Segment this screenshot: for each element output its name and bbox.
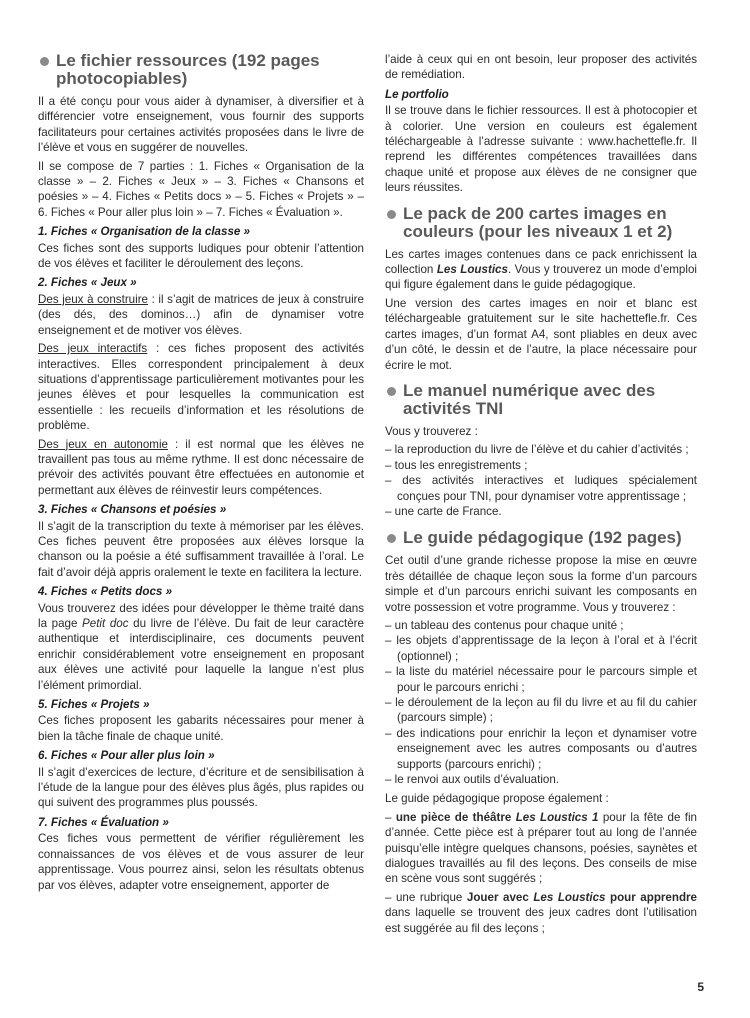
list-item: – le déroulement de la leçon au fil du livre et au fil du cahier (parcours simple) ; (385, 696, 697, 725)
list (385, 442, 697, 519)
subheading: Le portfolio (385, 87, 449, 101)
list-item: – la liste du matériel nécessaire pour le parcours simple et pour le parcours enrichi ; (385, 665, 697, 694)
paragraph: Il se trouve dans le fichier ressources. Il est à photocopier et à colorier. Une version en couleurs est également téléchargeable à l’adresse suivante : www.hachettefle.fr. Il reprend les différentes compétences travaillées dans chaque unité et propose aux élèves de ne consigner que leurs réussites. (385, 104, 697, 195)
list-item: – tous les enregistrements ; (385, 458, 528, 472)
subheading: 2. Fiches « Jeux » (38, 276, 137, 290)
paragraph: Des jeux à construire : il s’agit de matrices de jeux à construire (des dés, des dominos…) afin de dynamiser votre enseignement et de motiver vos élèves. (38, 292, 364, 337)
paragraph: l’aide à ceux qui en ont besoin, leur proposer des activités de remédiation. (385, 53, 697, 82)
paragraph: Ces fiches vous permettent de vérifier régulièrement les connaissances de vos élèves et de vous assurer de leur apprentissage. Vous pourrez ainsi, selon les résultats obtenus par vos élèves, adapter votre enseignement, apporter de (38, 832, 364, 892)
paragraph: Vous trouverez des idées pour développer le thème traité dans la page Petit doc du livre de l’élève. Du fait de leur caractère authentique et interdisciplinaire, ces documents peuvent enrichir considérablement votre enseignement en proposant aux élèves une activité pour laquelle la langue n’est plus l’élément primordial. (38, 601, 364, 692)
page-number: 5 (697, 980, 704, 994)
paragraph: Le guide pédagogique propose également : (385, 792, 609, 806)
paragraph: – une pièce de théâtre Les Loustics 1 pour la fête de fin d’année. Cette pièce est à préparer tout au long de l’année puisqu’elle intègre quelques chansons, poésies, saynètes et dialogues travaillés au fil des leçons. Des conseils de mise en scène vous sont suggérés ; (385, 810, 697, 886)
paragraph: Les cartes images contenues dans ce pack enrichissent la collection Les Loustics. Vous y trouverez un mode d’emploi qui figure également dans le guide pédagogique. (385, 247, 697, 292)
section-heading-guide-pedagogique: Le guide pédagogique (192 pages) (385, 529, 697, 547)
subheading: 7. Fiches « Évaluation » (38, 815, 169, 829)
paragraph: Des jeux en autonomie : il est normal que les élèves ne travaillent pas tous au même rythme. Il est donc nécessaire de prévoir des activités pouvant être effectuées en autonomie et permettant aux élèves de réinvestir leurs compétences. (38, 437, 364, 497)
bullet-icon (40, 57, 49, 66)
bullet-icon (387, 534, 396, 543)
list-item: – un tableau des contenus pour chaque unité ; (385, 618, 624, 632)
section-heading-pack-cartes: Le pack de 200 cartes images en couleurs (pour les niveaux 1 et 2) (385, 205, 697, 241)
list-item: – des activités interactives et ludiques spécialement conçues pour TNI, pour dynamiser votre apprentissage ; (385, 474, 697, 503)
paragraph: Il s’agit de la transcription du texte à mémoriser par les élèves. Ces fiches peuvent être proposées aux élèves lorsque la chanson ou la poésie a été suffisamment travaillée à l’oral. Le fait d’avoir déjà appris oralement le texte en facilitera la lecture. (38, 519, 364, 579)
paragraph: Il s’agit d’exercices de lecture, d’écriture et de sensibilisation à l’étude de la langue pour des élèves plus âgés, plus rapides ou qui suivent des programmes plus poussés. (38, 765, 364, 810)
paragraph: Vous y trouverez : (385, 424, 478, 438)
left-column (38, 52, 364, 896)
bullet-icon (387, 210, 396, 219)
paragraph: Il se compose de 7 parties : 1. Fiches « Organisation de la classe » – 2. Fiches « Jeux » – 3. Fiches « Chansons et poésies » – 4. Fiches « Petits docs » – 5. Fiches « Projets » – 6. Fiches « Pour aller plus loin » – 7. Fiches « Évaluation ». (38, 159, 364, 219)
list-item: – la reproduction du livre de l’élève et du cahier d’activités ; (385, 443, 689, 457)
paragraph: Des jeux interactifs : ces fiches proposent des activités interactives. Elles correspondent principalement à deux situations d’apprentissage particulièrement motivantes pour les jeunes élèves et pour lesquelles la communication est essentielle : les recueils d’information et les résolutions de problème. (38, 342, 364, 433)
paragraph: Ces fiches proposent les gabarits nécessaires pour mener à bien la tâche finale de chaque unité. (38, 714, 364, 743)
list (385, 618, 697, 787)
list-item: – une carte de France. (385, 504, 502, 518)
paragraph: – une rubrique Jouer avec Les Loustics pour apprendre dans laquelle se trouvent des jeux cadres dont l’utilisation est suggérée au fil des leçons ; (385, 890, 697, 935)
subheading: 3. Fiches « Chansons et poésies » (38, 503, 227, 517)
subheading: 5. Fiches « Projets » (38, 698, 150, 712)
paragraph: Une version des cartes images en noir et blanc est téléchargeable gratuitement sur le site hachettefle.fr. Ces cartes images, d’un format A4, sont pliables en deux avec d’un côté, le dessin et de l’autre, la place nécessaire pour écrire le mot. (385, 296, 697, 372)
list-item: – des indications pour enrichir la leçon et dynamiser votre enseignement avec les autres composants ou d’autres supports (parcours enrichi) ; (385, 726, 697, 771)
right-column (385, 52, 697, 939)
subheading: 6. Fiches « Pour aller plus loin » (38, 749, 215, 763)
paragraph: Ces fiches sont des supports ludiques pour obtenir l’attention de vos élèves et faciliter le déroulement des leçons. (38, 241, 364, 271)
paragraph: Cet outil d’une grande richesse propose la mise en œuvre très détaillée de chaque leçon sous la forme d’un parcours simple et d’un parcours enrichi suivant les composants en votre possession et votre programme. Vous y trouverez : (385, 554, 697, 614)
subheading: 4. Fiches « Petits docs » (38, 585, 173, 599)
section-heading-fichier-ressources: Le fichier ressources (192 pages photocopiables) (38, 52, 364, 88)
list-item: – les objets d’apprentissage de la leçon à l’oral et à l’écrit (optionnel) ; (385, 634, 697, 663)
section-heading-manuel-numerique: Le manuel numérique avec des activités TNI (385, 382, 697, 418)
subheading: 1. Fiches « Organisation de la classe » (38, 225, 251, 239)
list-item: – le renvoi aux outils d’évaluation. (385, 773, 560, 787)
paragraph: Il a été conçu pour vous aider à dynamiser, à diversifier et à différencier votre enseignement, vous fournir des supports facilitateurs pour certaines activités proposées dans le livre de l’élève et vous en suggérer de nouvelles. (38, 95, 364, 155)
bullet-icon (387, 387, 396, 396)
